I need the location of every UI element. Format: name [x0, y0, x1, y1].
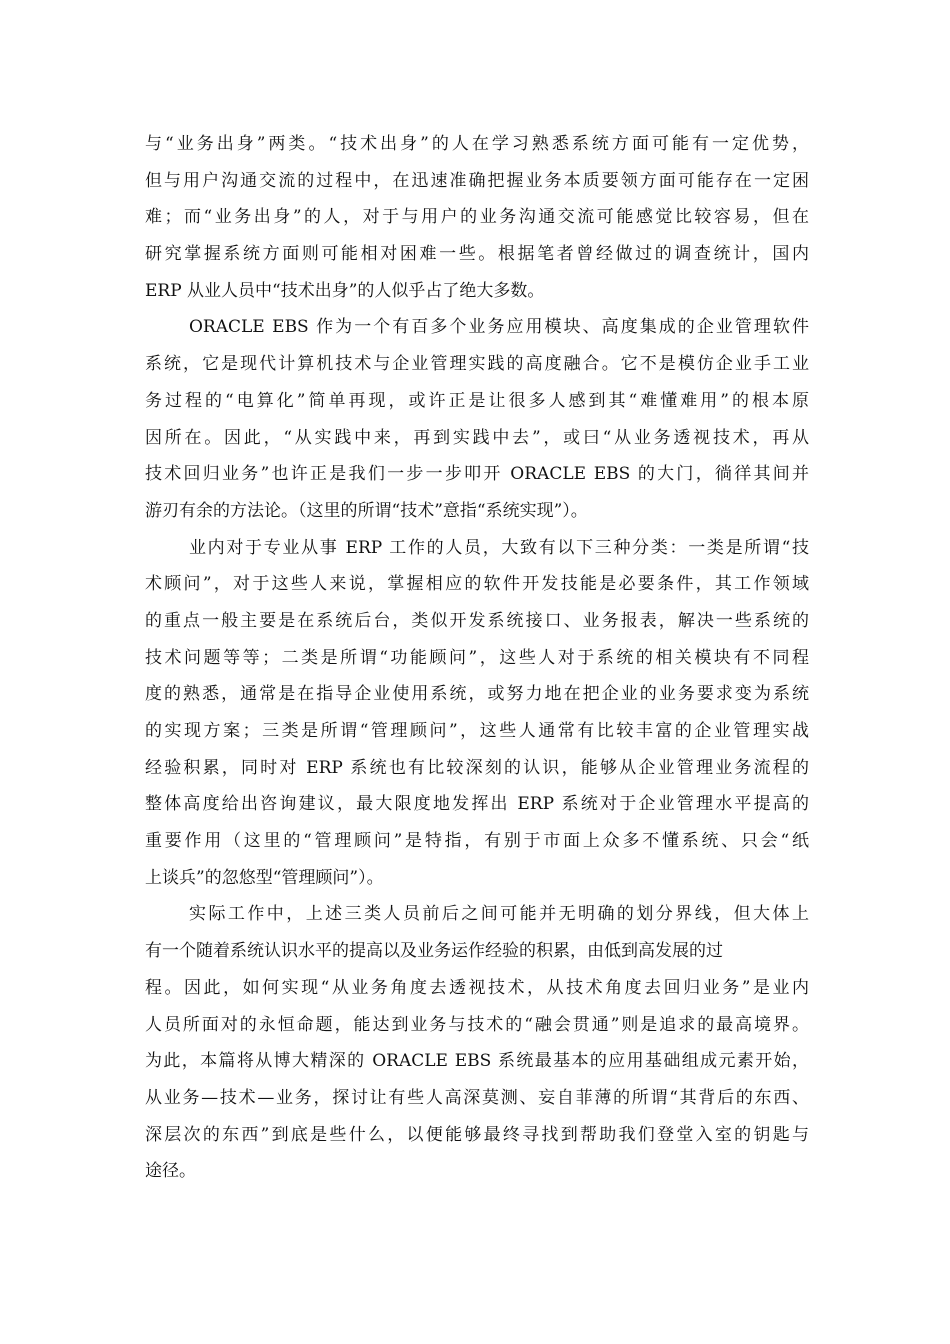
paragraph-4-line-3: 程。因此，如何实现“从业务角度去透视技术，从技术角度去回归业务”是业内 — [145, 977, 809, 998]
paragraph-4-line-1: 实际工作中，上述三类人员前后之间可能并无明确的划分界线，但大体上 — [189, 904, 809, 925]
paragraph-2-line-5: 技术回归业务”也许正是我们一步一步叩开 ORACLE EBS 的大门，徜徉其间并 — [145, 464, 809, 485]
paragraph-2-line-2: 系统，它是现代计算机技术与企业管理实践的高度融合。它不是模仿企业手工业 — [145, 354, 809, 375]
paragraph-3-line-10: 上谈兵”的忽悠型“管理顾问”）。 — [145, 867, 384, 888]
paragraph-3-line-9: 重要作用（这里的“管理顾问”是特指，有别于市面上众多不懂系统、只会“纸 — [145, 831, 809, 852]
paragraph-3-line-8: 整体高度给出咨询建议，最大限度地发挥出 ERP 系统对于企业管理水平提高的 — [145, 794, 809, 815]
paragraph-4-line-2: 有一个随着系统认识水平的提高以及业务运作经验的积累，由低到高发展的过 — [145, 941, 723, 962]
paragraph-1-line-4: 研究掌握系统方面则可能相对困难一些。根据笔者曾经做过的调查统计，国内 — [145, 244, 809, 265]
paragraph-4-line-8: 途径。 — [145, 1161, 196, 1182]
paragraph-3-line-4: 技术问题等等；二类是所谓“功能顾问”，这些人对于系统的相关模块有不同程 — [145, 647, 809, 668]
paragraph-3-line-5: 度的熟悉，通常是在指导企业使用系统，或努力地在把企业的业务要求变为系统 — [145, 684, 809, 705]
paragraph-4-line-7: 深层次的东西”到底是些什么，以便能够最终寻找到帮助我们登堂入室的钥匙与 — [145, 1124, 809, 1145]
paragraph-1-line-1: 与“业务出身”两类。“技术出身”的人在学习熟悉系统方面可能有一定优势， — [145, 134, 809, 154]
paragraph-4-line-6: 从业务—技术—业务，探讨让有些人高深莫测、妄自菲薄的所谓“其背后的东西、 — [145, 1087, 809, 1108]
paragraph-2-line-4: 因所在。因此，“从实践中来，再到实践中去”，或曰“从业务透视技术，再从 — [145, 427, 809, 448]
paragraph-1-line-5: ERP 从业人员中“技术出身”的人似乎占了绝大多数。 — [145, 280, 545, 301]
paragraph-3-line-2: 术顾问”，对于这些人来说，掌握相应的软件开发技能是必要条件，其工作领域 — [145, 574, 809, 595]
paragraph-4-line-4: 人员所面对的永恒命题，能达到业务与技术的“融会贯通”则是追求的最高境界。 — [145, 1014, 809, 1035]
paragraph-4-line-5: 为此，本篇将从博大精深的 ORACLE EBS 系统最基本的应用基础组成元素开始， — [145, 1051, 809, 1072]
paragraph-3-line-3: 的重点一般主要是在系统后台，类似开发系统接口、业务报表，解决一些系统的 — [145, 610, 809, 631]
paragraph-3-line-1: 业内对于专业从事 ERP 工作的人员，大致有以下三种分类：一类是所谓“技 — [189, 537, 809, 558]
paragraph-3-line-6: 的实现方案；三类是所谓“管理顾问”，这些人通常有比较丰富的企业管理实战 — [145, 721, 809, 741]
paragraph-2-line-3: 务过程的“电算化”简单再现，或许正是让很多人感到其“难懂难用”的根本原 — [145, 390, 809, 411]
paragraph-2-line-1: ORACLE EBS 作为一个有百多个业务应用模块、高度集成的企业管理软件 — [189, 317, 809, 338]
body-text — [145, 126, 809, 1190]
paragraph-1-line-3: 难；而“业务出身”的人，对于与用户的业务沟通交流可能感觉比较容易，但在 — [145, 207, 809, 228]
paragraph-1-line-2: 但与用户沟通交流的过程中，在迅速准确把握业务本质要领方面可能存在一定困 — [145, 170, 809, 191]
paragraph-3-line-7: 经验积累，同时对 ERP 系统也有比较深刻的认识，能够从企业管理业务流程的 — [145, 757, 809, 778]
paragraph-2-line-6: 游刃有余的方法论。（这里的所谓“技术”意指“系统实现”）。 — [145, 500, 588, 521]
